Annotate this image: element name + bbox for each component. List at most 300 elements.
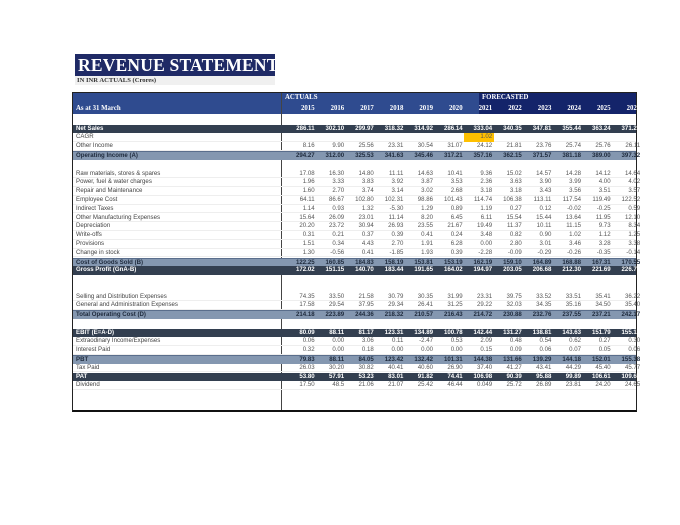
value-cell[interactable]: 114.74 <box>474 195 493 203</box>
value-cell[interactable]: 302.10 <box>325 124 345 132</box>
value-cell[interactable]: 299.97 <box>355 124 374 132</box>
value-cell[interactable]: 221.69 <box>591 266 611 274</box>
value-cell[interactable]: 2.36 <box>480 178 493 186</box>
value-cell[interactable]: 0.06 <box>302 337 315 345</box>
value-cell[interactable]: 74.35 <box>299 292 315 300</box>
value-cell[interactable]: 17.08 <box>299 169 315 177</box>
value-cell[interactable]: 24.65 <box>624 381 641 389</box>
value-cell[interactable]: 3.33 <box>332 178 345 186</box>
value-cell[interactable]: 0.31 <box>302 231 315 239</box>
value-cell[interactable]: 20.20 <box>299 222 315 230</box>
value-cell[interactable]: 132.42 <box>414 355 433 363</box>
value-cell[interactable]: 21.07 <box>388 381 404 389</box>
value-cell[interactable]: 30.35 <box>417 292 433 300</box>
value-cell[interactable]: 19.49 <box>476 222 493 230</box>
value-cell[interactable]: 48.5 <box>332 381 345 389</box>
value-cell[interactable]: 0.11 <box>391 337 404 345</box>
value-cell[interactable]: 31.99 <box>447 292 463 300</box>
value-cell[interactable]: 3.99 <box>569 178 581 186</box>
value-cell[interactable]: 0.12 <box>539 204 552 212</box>
value-cell[interactable]: 0.30 <box>628 337 641 345</box>
value-cell[interactable]: 101.31 <box>443 355 463 363</box>
value-cell[interactable]: 286.11 <box>296 124 315 132</box>
value-cell[interactable]: 33.50 <box>328 292 345 300</box>
value-cell[interactable]: 3.56 <box>569 187 581 195</box>
value-cell[interactable]: 25.76 <box>595 142 611 150</box>
value-cell[interactable]: 15.64 <box>299 213 315 221</box>
value-cell[interactable]: 4.02 <box>628 178 641 186</box>
value-cell[interactable]: 139.29 <box>532 355 552 363</box>
value-cell[interactable]: 203.05 <box>503 266 522 274</box>
value-cell[interactable]: 341.63 <box>384 151 404 159</box>
value-cell[interactable]: 117.54 <box>562 195 581 203</box>
value-cell[interactable]: 3.74 <box>361 187 374 195</box>
value-cell[interactable]: 23.81 <box>565 381 581 389</box>
value-cell[interactable]: 1.02 <box>569 231 581 239</box>
value-cell[interactable]: 15.44 <box>536 213 552 221</box>
value-cell[interactable]: 0.00 <box>332 337 345 345</box>
value-cell[interactable]: 0.39 <box>450 248 463 256</box>
value-cell[interactable]: 4.43 <box>361 239 374 247</box>
value-cell[interactable]: 210.57 <box>414 311 433 319</box>
value-cell[interactable]: 1.19 <box>480 204 493 212</box>
value-cell[interactable]: 0.27 <box>509 204 522 212</box>
value-cell[interactable]: 164.02 <box>443 266 463 274</box>
value-cell[interactable]: 10.11 <box>536 222 552 230</box>
value-cell[interactable]: 113.11 <box>533 195 552 203</box>
value-cell[interactable]: 159.10 <box>503 258 522 266</box>
value-cell[interactable]: 86.67 <box>328 195 345 203</box>
value-cell[interactable]: 144.18 <box>562 355 581 363</box>
value-cell[interactable]: 11.95 <box>595 213 611 221</box>
value-cell[interactable]: 26.11 <box>625 142 641 150</box>
value-cell[interactable]: 11.37 <box>506 222 522 230</box>
value-cell[interactable]: 30.82 <box>358 363 374 371</box>
value-cell[interactable]: 106.98 <box>473 372 493 380</box>
value-cell[interactable]: 29.34 <box>388 301 404 309</box>
value-cell[interactable]: 3.63 <box>509 178 522 186</box>
value-cell[interactable]: 0.93 <box>332 204 345 212</box>
value-cell[interactable]: 90.39 <box>506 372 522 380</box>
value-cell[interactable]: 1.51 <box>302 239 315 247</box>
value-cell[interactable]: 1.93 <box>421 248 433 256</box>
value-cell[interactable]: 3.38 <box>628 239 641 247</box>
value-cell[interactable]: 1.25 <box>628 231 641 239</box>
value-cell[interactable]: 80.09 <box>299 328 315 336</box>
value-cell[interactable]: 162.19 <box>473 258 493 266</box>
value-cell[interactable]: 381.18 <box>562 151 581 159</box>
value-cell[interactable]: 40.60 <box>417 363 433 371</box>
value-cell[interactable]: 8.34 <box>628 222 641 230</box>
value-cell[interactable]: 0.39 <box>391 231 404 239</box>
value-cell[interactable]: 3.06 <box>361 337 374 345</box>
value-cell[interactable]: 14.63 <box>417 169 433 177</box>
value-cell[interactable]: 144.38 <box>473 355 493 363</box>
value-cell[interactable]: 345.46 <box>414 151 433 159</box>
value-cell[interactable]: 106.61 <box>591 372 611 380</box>
value-cell[interactable]: 143.63 <box>562 328 581 336</box>
value-cell[interactable]: 2.09 <box>480 337 493 345</box>
value-cell[interactable]: 340.35 <box>503 124 522 132</box>
value-cell[interactable]: 0.90 <box>539 231 552 239</box>
value-cell[interactable]: 11.14 <box>388 213 404 221</box>
value-cell[interactable]: 43.41 <box>536 363 552 371</box>
value-cell[interactable]: 122.52 <box>621 195 641 203</box>
value-cell[interactable]: 183.44 <box>384 266 404 274</box>
value-cell[interactable]: 34.35 <box>536 301 552 309</box>
value-cell[interactable]: 237.21 <box>591 311 611 319</box>
value-cell[interactable]: 1.30 <box>302 248 315 256</box>
value-cell[interactable]: 164.89 <box>532 258 552 266</box>
value-cell[interactable]: 102.80 <box>355 195 374 203</box>
value-cell[interactable]: 294.27 <box>295 151 315 159</box>
value-cell[interactable]: 223.89 <box>325 311 345 319</box>
value-cell[interactable]: 26.09 <box>328 213 345 221</box>
value-cell[interactable]: 21.67 <box>447 222 463 230</box>
value-cell[interactable]: 232.76 <box>532 311 552 319</box>
value-cell[interactable]: 32.03 <box>506 301 522 309</box>
value-cell[interactable]: 318.32 <box>384 124 404 132</box>
value-cell[interactable]: 26.03 <box>299 363 315 371</box>
value-cell[interactable]: 325.53 <box>355 151 374 159</box>
value-cell[interactable]: 0.07 <box>569 346 581 354</box>
value-cell[interactable]: 170.55 <box>621 258 641 266</box>
value-cell[interactable]: 25.42 <box>417 381 433 389</box>
value-cell[interactable]: 11.15 <box>566 222 581 230</box>
value-cell[interactable]: 3.53 <box>450 178 463 186</box>
value-cell[interactable]: 119.49 <box>592 195 611 203</box>
value-cell[interactable]: -0.02 <box>567 204 581 212</box>
value-cell[interactable]: 34.50 <box>595 301 611 309</box>
value-cell[interactable]: 23.55 <box>417 222 433 230</box>
value-cell[interactable]: 29.22 <box>476 301 493 309</box>
value-cell[interactable]: 3.43 <box>539 187 552 195</box>
value-cell[interactable]: 88.11 <box>329 355 345 363</box>
value-cell[interactable]: 35.40 <box>624 301 641 309</box>
value-cell[interactable]: 2.70 <box>332 187 345 195</box>
value-cell[interactable]: 14.28 <box>565 169 581 177</box>
value-cell[interactable]: 0.54 <box>539 337 552 345</box>
value-cell[interactable]: 138.81 <box>532 328 552 336</box>
value-cell[interactable]: 389.00 <box>591 151 611 159</box>
value-cell[interactable]: 3.02 <box>421 187 433 195</box>
value-cell[interactable]: 2.80 <box>509 239 522 247</box>
value-cell[interactable]: -2.28 <box>478 248 493 256</box>
value-cell[interactable]: 1.29 <box>421 204 433 212</box>
value-cell[interactable]: 21.06 <box>358 381 374 389</box>
value-cell[interactable]: 131.66 <box>503 355 522 363</box>
value-cell[interactable]: 41.27 <box>506 363 522 371</box>
value-cell[interactable]: 6.11 <box>480 213 493 221</box>
value-cell[interactable]: 2.70 <box>391 239 404 247</box>
value-cell[interactable]: 8.20 <box>421 213 433 221</box>
value-cell[interactable]: 0.37 <box>361 231 374 239</box>
value-cell[interactable]: 1.14 <box>302 204 315 212</box>
value-cell[interactable]: 0.34 <box>332 239 345 247</box>
value-cell[interactable]: 31.07 <box>447 142 463 150</box>
value-cell[interactable]: 347.81 <box>532 124 552 132</box>
value-cell[interactable]: 13.64 <box>565 213 581 221</box>
value-cell[interactable]: 26.89 <box>536 381 552 389</box>
value-cell[interactable]: 106.38 <box>503 195 522 203</box>
value-cell[interactable]: 206.68 <box>532 266 552 274</box>
value-cell[interactable]: 74.41 <box>447 372 463 380</box>
value-cell[interactable]: 3.90 <box>539 178 552 186</box>
value-cell[interactable]: 83.01 <box>388 372 404 380</box>
value-cell[interactable]: 35.16 <box>565 301 581 309</box>
value-cell[interactable]: -2.47 <box>419 337 433 345</box>
value-cell[interactable]: 212.30 <box>562 266 581 274</box>
value-cell[interactable]: 317.21 <box>443 151 463 159</box>
value-cell[interactable]: 242.17 <box>621 311 641 319</box>
value-cell[interactable]: 0.00 <box>391 346 404 354</box>
value-cell[interactable]: 39.75 <box>506 292 522 300</box>
value-cell[interactable]: 3.46 <box>569 239 581 247</box>
value-cell[interactable]: 23.31 <box>476 292 493 300</box>
value-cell[interactable]: 24.12 <box>476 142 493 150</box>
value-cell[interactable]: -5.30 <box>389 204 404 212</box>
value-cell[interactable]: 14.64 <box>624 169 641 177</box>
value-cell[interactable]: 37.40 <box>476 363 493 371</box>
value-cell[interactable]: 0.48 <box>509 337 522 345</box>
value-cell[interactable]: 214.18 <box>295 311 315 319</box>
value-cell[interactable]: 1.02 <box>480 133 493 141</box>
value-cell[interactable]: 2.68 <box>450 187 463 195</box>
value-cell[interactable]: 3.87 <box>421 178 433 186</box>
value-cell[interactable]: 3.14 <box>391 187 404 195</box>
value-cell[interactable]: 0.00 <box>421 346 433 354</box>
value-cell[interactable]: 17.58 <box>299 301 315 309</box>
value-cell[interactable]: 21.81 <box>506 142 522 150</box>
value-cell[interactable]: 8.16 <box>302 142 315 150</box>
value-cell[interactable]: 30.54 <box>417 142 433 150</box>
value-cell[interactable]: -0.09 <box>507 248 522 256</box>
value-cell[interactable]: 363.24 <box>591 124 611 132</box>
value-cell[interactable]: 0.06 <box>628 346 641 354</box>
value-cell[interactable]: 30.20 <box>328 363 345 371</box>
value-cell[interactable]: 81.17 <box>358 328 374 336</box>
value-cell[interactable]: 10.41 <box>447 169 463 177</box>
value-cell[interactable]: 1.60 <box>302 187 315 195</box>
value-cell[interactable]: 0.89 <box>450 204 463 212</box>
value-cell[interactable]: -1.85 <box>389 248 404 256</box>
value-cell[interactable]: 0.18 <box>361 346 374 354</box>
value-cell[interactable]: 218.32 <box>384 311 404 319</box>
value-cell[interactable]: 155.38 <box>621 355 641 363</box>
value-cell[interactable]: 0.32 <box>302 346 315 354</box>
value-cell[interactable]: 3.92 <box>391 178 404 186</box>
value-cell[interactable]: 172.02 <box>295 266 315 274</box>
value-cell[interactable]: 3.01 <box>539 239 552 247</box>
value-cell[interactable]: 30.94 <box>358 222 374 230</box>
value-cell[interactable]: 355.44 <box>562 124 581 132</box>
value-cell[interactable]: 397.32 <box>621 151 641 159</box>
value-cell[interactable]: 191.65 <box>414 266 433 274</box>
value-cell[interactable]: 0.59 <box>628 204 641 212</box>
value-cell[interactable]: 98.86 <box>417 195 433 203</box>
value-cell[interactable]: 45.77 <box>624 363 641 371</box>
value-cell[interactable]: 153.81 <box>414 258 433 266</box>
value-cell[interactable]: 214.72 <box>473 311 493 319</box>
value-cell[interactable]: 357.16 <box>473 151 493 159</box>
value-cell[interactable]: 109.61 <box>621 372 641 380</box>
value-cell[interactable]: 64.11 <box>299 195 315 203</box>
value-cell[interactable]: 26.90 <box>447 363 463 371</box>
value-cell[interactable]: -0.56 <box>330 248 345 256</box>
value-cell[interactable]: 15.02 <box>506 169 522 177</box>
value-cell[interactable]: 3.57 <box>628 187 641 195</box>
value-cell[interactable]: 25.72 <box>506 381 522 389</box>
value-cell[interactable]: 333.04 <box>473 124 493 132</box>
value-cell[interactable]: 155.15 <box>621 328 641 336</box>
value-cell[interactable]: 314.92 <box>414 124 433 132</box>
value-cell[interactable]: 11.11 <box>389 169 404 177</box>
value-cell[interactable]: 4.00 <box>598 178 611 186</box>
value-cell[interactable]: 362.15 <box>503 151 522 159</box>
value-cell[interactable]: 1.12 <box>598 231 611 239</box>
value-cell[interactable]: 53.23 <box>358 372 374 380</box>
value-cell[interactable]: 140.70 <box>355 266 374 274</box>
value-cell[interactable]: 237.55 <box>562 311 581 319</box>
value-cell[interactable]: 101.43 <box>443 195 463 203</box>
value-cell[interactable]: 0.27 <box>598 337 611 345</box>
value-cell[interactable]: 0.41 <box>361 248 374 256</box>
value-cell[interactable]: 0.00 <box>480 239 493 247</box>
value-cell[interactable]: 0.00 <box>450 346 463 354</box>
value-cell[interactable]: 371.20 <box>621 124 641 132</box>
value-cell[interactable]: 244.36 <box>355 311 374 319</box>
value-cell[interactable]: 26.41 <box>417 301 433 309</box>
value-cell[interactable]: 44.29 <box>565 363 581 371</box>
value-cell[interactable]: 0.24 <box>450 231 463 239</box>
value-cell[interactable]: 79.83 <box>299 355 315 363</box>
value-cell[interactable]: 30.79 <box>388 292 404 300</box>
value-cell[interactable]: 0.62 <box>569 337 581 345</box>
value-cell[interactable]: 151.79 <box>591 328 611 336</box>
value-cell[interactable]: 131.27 <box>503 328 522 336</box>
value-cell[interactable]: 312.00 <box>325 151 345 159</box>
value-cell[interactable]: 100.78 <box>443 328 463 336</box>
value-cell[interactable]: 88.11 <box>329 328 345 336</box>
value-cell[interactable]: 31.25 <box>447 301 463 309</box>
value-cell[interactable]: 53.80 <box>299 372 315 380</box>
value-cell[interactable]: 25.74 <box>565 142 581 150</box>
value-cell[interactable]: 21.58 <box>358 292 374 300</box>
value-cell[interactable]: 23.72 <box>328 222 345 230</box>
value-cell[interactable]: 371.57 <box>532 151 552 159</box>
value-cell[interactable]: 23.01 <box>358 213 374 221</box>
value-cell[interactable]: 45.40 <box>595 363 611 371</box>
value-cell[interactable]: 95.88 <box>536 372 552 380</box>
value-cell[interactable]: 168.88 <box>562 258 581 266</box>
value-cell[interactable]: -0.29 <box>537 248 552 256</box>
value-cell[interactable]: 184.83 <box>355 258 374 266</box>
value-cell[interactable]: 153.19 <box>443 258 463 266</box>
value-cell[interactable]: 17.50 <box>299 381 315 389</box>
value-cell[interactable]: 9.90 <box>332 142 345 150</box>
value-cell[interactable]: 16.30 <box>328 169 345 177</box>
value-cell[interactable]: 36.22 <box>624 292 641 300</box>
value-cell[interactable]: 3.18 <box>509 187 522 195</box>
value-cell[interactable]: 26.93 <box>388 222 404 230</box>
value-cell[interactable]: 1.32 <box>361 204 374 212</box>
value-cell[interactable]: 0.53 <box>450 337 463 345</box>
value-cell[interactable]: 286.14 <box>443 124 463 132</box>
value-cell[interactable]: 23.76 <box>536 142 552 150</box>
value-cell[interactable]: 12.10 <box>624 213 641 221</box>
value-cell[interactable]: 0.00 <box>332 346 345 354</box>
value-cell[interactable]: 3.28 <box>598 239 611 247</box>
value-cell[interactable]: 84.05 <box>358 355 374 363</box>
value-cell[interactable]: -0.26 <box>567 248 581 256</box>
value-cell[interactable]: 167.31 <box>591 258 611 266</box>
value-cell[interactable]: 25.56 <box>358 142 374 150</box>
value-cell[interactable]: 14.80 <box>358 169 374 177</box>
value-cell[interactable]: 0.21 <box>332 231 345 239</box>
value-cell[interactable]: 3.51 <box>598 187 611 195</box>
value-cell[interactable]: 158.19 <box>384 258 404 266</box>
value-cell[interactable]: 0.05 <box>598 346 611 354</box>
value-cell[interactable]: 151.15 <box>325 266 345 274</box>
value-cell[interactable]: 0.15 <box>480 346 493 354</box>
value-cell[interactable]: 9.36 <box>480 169 493 177</box>
value-cell[interactable]: 152.01 <box>591 355 611 363</box>
value-cell[interactable]: -0.25 <box>596 204 611 212</box>
value-cell[interactable]: 3.18 <box>480 187 493 195</box>
value-cell[interactable]: 160.85 <box>325 258 345 266</box>
value-cell[interactable]: 0.82 <box>509 231 522 239</box>
value-cell[interactable]: 0.049 <box>476 381 493 389</box>
value-cell[interactable]: 134.89 <box>414 328 433 336</box>
value-cell[interactable]: 230.88 <box>503 311 522 319</box>
value-cell[interactable]: 23.31 <box>388 142 404 150</box>
value-cell[interactable]: 0.41 <box>421 231 433 239</box>
value-cell[interactable]: 1.91 <box>421 239 433 247</box>
value-cell[interactable]: 37.95 <box>358 301 374 309</box>
value-cell[interactable]: 123.31 <box>384 328 404 336</box>
value-cell[interactable]: 33.51 <box>565 292 581 300</box>
value-cell[interactable]: 14.57 <box>536 169 552 177</box>
value-cell[interactable]: 91.82 <box>417 372 433 380</box>
value-cell[interactable]: 6.45 <box>450 213 463 221</box>
value-cell[interactable]: 1.96 <box>302 178 315 186</box>
value-cell[interactable]: 99.89 <box>565 372 581 380</box>
value-cell[interactable]: 142.44 <box>473 328 493 336</box>
value-cell[interactable]: 33.52 <box>536 292 552 300</box>
value-cell[interactable]: -0.35 <box>596 248 611 256</box>
value-cell[interactable]: 0.09 <box>509 346 522 354</box>
value-cell[interactable]: 194.97 <box>473 266 493 274</box>
value-cell[interactable]: 216.43 <box>443 311 463 319</box>
value-cell[interactable]: 102.31 <box>384 195 404 203</box>
value-cell[interactable]: 40.41 <box>388 363 404 371</box>
value-cell[interactable]: 57.91 <box>328 372 345 380</box>
value-cell[interactable]: 9.73 <box>598 222 611 230</box>
value-cell[interactable]: 123.42 <box>384 355 404 363</box>
value-cell[interactable]: 0.06 <box>539 346 552 354</box>
value-cell[interactable]: 29.54 <box>328 301 345 309</box>
value-cell[interactable]: 6.28 <box>450 239 463 247</box>
value-cell[interactable]: -0.14 <box>626 248 641 256</box>
value-cell[interactable]: 46.44 <box>447 381 463 389</box>
value-cell[interactable]: 35.41 <box>595 292 611 300</box>
value-cell[interactable]: 3.83 <box>361 178 374 186</box>
value-cell[interactable]: 226.77 <box>621 266 641 274</box>
value-cell[interactable]: 14.12 <box>595 169 611 177</box>
value-cell[interactable]: 24.20 <box>595 381 611 389</box>
value-cell[interactable]: 15.54 <box>506 213 522 221</box>
value-cell[interactable]: 122.25 <box>295 258 315 266</box>
